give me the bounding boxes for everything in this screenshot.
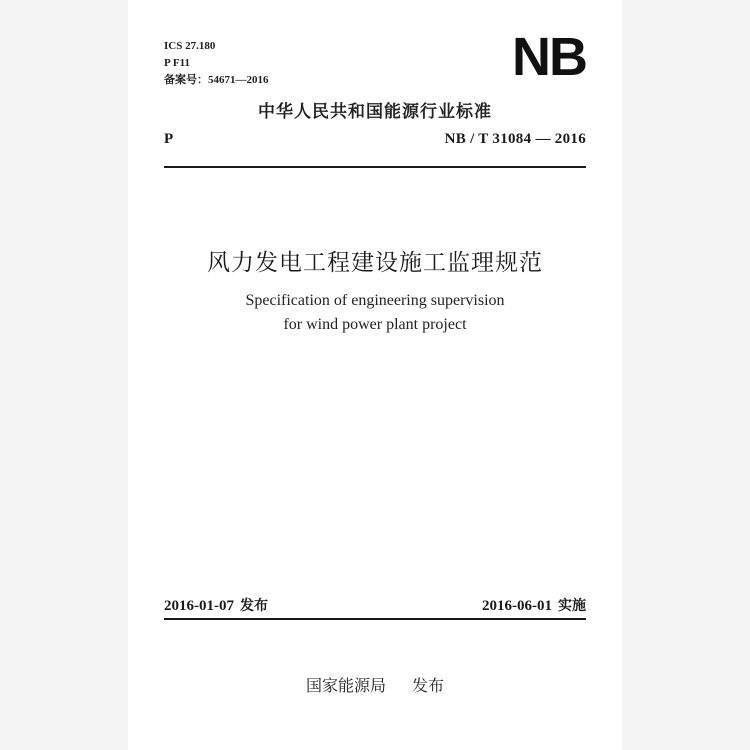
implementation-label: 实施 (558, 598, 586, 614)
implementation-date-block (482, 595, 586, 615)
issuing-authority-heading: 中华人民共和国能源行业标准 (258, 102, 492, 122)
title-english (128, 289, 622, 337)
title-english-line-2: for wind power plant project (283, 316, 467, 333)
publisher-action: 发布 (412, 676, 445, 695)
title-english-line-1: Specification of engineering supervision (245, 292, 505, 309)
implementation-date: 2016-06-01 (482, 598, 552, 614)
ics-code: ICS 27.180 (164, 40, 216, 52)
backdrop-right (622, 0, 750, 750)
nb-logo: NB (512, 27, 586, 87)
issue-date: 2016-01-07 (164, 598, 234, 614)
publisher-line (128, 673, 622, 696)
metadata-block (164, 38, 269, 89)
category-code: P (164, 131, 174, 147)
publisher-name: 国家能源局 (305, 676, 386, 695)
backdrop-left (0, 0, 128, 750)
standard-number: NB / T 31084 — 2016 (444, 131, 586, 147)
bottom-rule-divider (164, 618, 586, 620)
record-number: 备案号：54671—2016 (164, 74, 269, 86)
cover-page (128, 0, 622, 750)
top-rule-divider (164, 166, 586, 168)
issue-label: 发布 (240, 598, 268, 614)
pf-code: P F11 (164, 57, 190, 69)
title-chinese: 风力发电工程建设施工监理规范 (207, 250, 543, 276)
issue-date-block (164, 595, 268, 615)
